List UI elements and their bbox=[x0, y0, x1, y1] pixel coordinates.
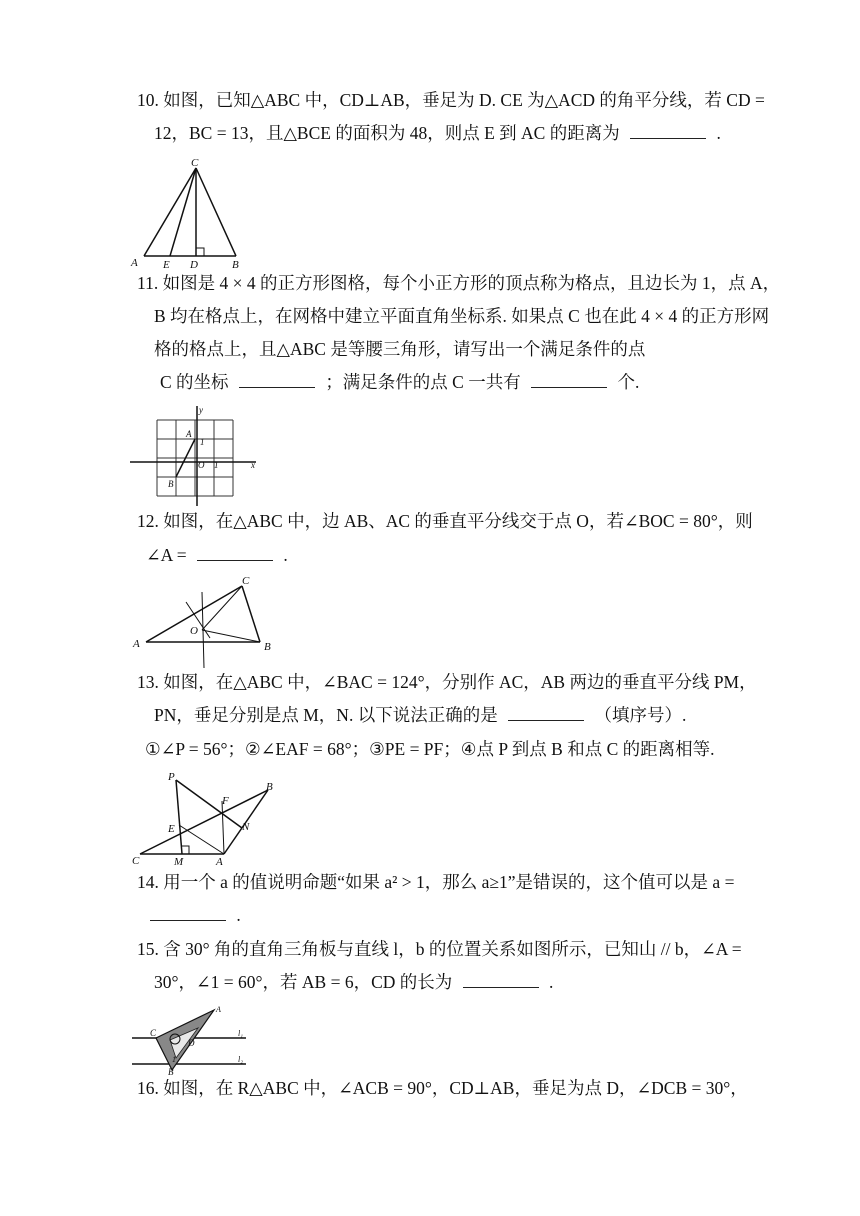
q11-line-3: 格的格点上，且△ABC 是等腰三角形，请写出一个满足条件的点 bbox=[154, 339, 646, 359]
q13-line-3: ①∠P = 56°；②∠EAF = 68°；③PE = PF；④点 P 到点 B 和点 C 的距离相等. bbox=[145, 739, 715, 759]
q15-line-2 bbox=[154, 971, 553, 993]
q13-label-a: A bbox=[216, 856, 223, 866]
q10-label-d: D bbox=[190, 259, 198, 268]
q11-label-o: O bbox=[198, 460, 205, 470]
q12-label-b: B bbox=[264, 641, 271, 653]
q12-line-2 bbox=[146, 544, 288, 566]
q11-answer-blank-1[interactable] bbox=[239, 373, 315, 388]
q15-label-b: B bbox=[168, 1067, 174, 1076]
q10-label-a: A bbox=[131, 257, 138, 268]
q12-text: ∠A = bbox=[146, 545, 187, 565]
q10-tail: . bbox=[716, 123, 721, 143]
q15-figure bbox=[128, 1004, 252, 1076]
q12-label-a: A bbox=[133, 638, 140, 650]
q13-figure bbox=[128, 768, 278, 866]
q10-answer-blank[interactable] bbox=[630, 124, 706, 139]
q11-label-one-x: 1 bbox=[214, 460, 219, 470]
q12-answer-blank[interactable] bbox=[197, 546, 273, 561]
q15-answer-blank[interactable] bbox=[463, 973, 539, 988]
q10-text: 12，BC = 13，且△BCE 的面积为 48，则点 E 到 AC 的距离为 bbox=[154, 123, 620, 143]
q13-line-2 bbox=[154, 704, 686, 726]
q11-text-a: C 的坐标 bbox=[160, 372, 229, 392]
q14-line-1: 14. 用一个 a 的值说明命题“如果 a² > 1，那么 a≥1”是错误的，这个值可以是 a = bbox=[137, 872, 735, 892]
q11-text-c: 个. bbox=[617, 372, 640, 392]
q15-text: 30°，∠1 = 60°，若 AB = 6，CD 的长为 bbox=[154, 972, 453, 992]
q13-label-m: M bbox=[174, 856, 184, 866]
q14-line-2 bbox=[150, 904, 241, 926]
q15-label-a: A bbox=[216, 1005, 221, 1014]
q14-tail: . bbox=[236, 905, 241, 925]
q10-line-2 bbox=[154, 122, 721, 144]
q10-label-e: E bbox=[163, 259, 170, 268]
q15-tail: . bbox=[549, 972, 554, 992]
q13-label-p: P bbox=[168, 771, 175, 783]
q11-label-one-y: 1 bbox=[200, 437, 205, 447]
q11-line-1: 11. 如图是 4 × 4 的正方形图格，每个小正方形的顶点称为格点，且边长为 1，点 A， bbox=[137, 273, 781, 293]
q11-figure bbox=[128, 402, 264, 508]
q11-line-2: B 均在格点上，在网格中建立平面直角坐标系. 如果点 C 也在此 4 × 4 的正方形网 bbox=[154, 306, 770, 326]
q10-line-1: 10. 如图，已知△ABC 中，CD⊥AB，垂足为 D. CE 为△ACD 的角平分线，若 CD = bbox=[137, 90, 765, 110]
q10-label-c: C bbox=[191, 157, 199, 169]
q11-label-b: B bbox=[168, 479, 174, 489]
q15-label-c: C bbox=[150, 1028, 157, 1038]
q13-answer-blank[interactable] bbox=[508, 706, 584, 721]
q12-label-o: O bbox=[190, 625, 198, 637]
q15-label-d: D bbox=[188, 1038, 195, 1048]
q12-label-c: C bbox=[242, 575, 250, 587]
q14-answer-blank[interactable] bbox=[150, 906, 226, 921]
q15-label-l1: l₁ bbox=[238, 1029, 244, 1038]
q13-text: PN，垂足分别是点 M，N. 以下说法正确的是 bbox=[154, 705, 498, 725]
q16-line-1: 16. 如图，在 R△ABC 中，∠ACB = 90°，CD⊥AB，垂足为点 D，∠DCB = 30°， bbox=[137, 1078, 748, 1098]
q13-label-f: F bbox=[222, 795, 229, 807]
q13-line-1: 13. 如图，在△ABC 中，∠BAC = 124°，分别作 AC，AB 两边的垂直平分线 PM， bbox=[137, 672, 757, 692]
q13-label-n: N bbox=[242, 821, 250, 833]
q13-tail: （填序号）. bbox=[594, 705, 687, 725]
q13-label-b: B bbox=[266, 781, 273, 793]
q13-label-c: C bbox=[132, 855, 140, 866]
q10-label-b: B bbox=[232, 259, 239, 268]
q12-tail: . bbox=[283, 545, 288, 565]
q15-label-one: 1 bbox=[172, 1055, 176, 1064]
q11-label-x: x bbox=[251, 460, 255, 470]
q10-figure bbox=[128, 150, 248, 268]
q12-line-1: 12. 如图，在△ABC 中，边 AB、AC 的垂直平分线交于点 O，若∠BOC = 80°，则 bbox=[137, 511, 753, 531]
q15-line-1: 15. 含 30° 角的直角三角板与直线 l，b 的位置关系如图所示，已知山 // b，∠A = bbox=[137, 939, 742, 959]
q15-label-l2: l₂ bbox=[238, 1055, 244, 1064]
q13-label-e: E bbox=[168, 823, 175, 835]
q11-label-y: y bbox=[199, 405, 203, 415]
q12-figure bbox=[128, 572, 288, 670]
q11-text-b: ；满足条件的点 C 一共有 bbox=[325, 372, 521, 392]
q11-label-a: A bbox=[186, 429, 192, 439]
q11-answer-blank-2[interactable] bbox=[531, 373, 607, 388]
q11-line-4 bbox=[160, 371, 639, 393]
